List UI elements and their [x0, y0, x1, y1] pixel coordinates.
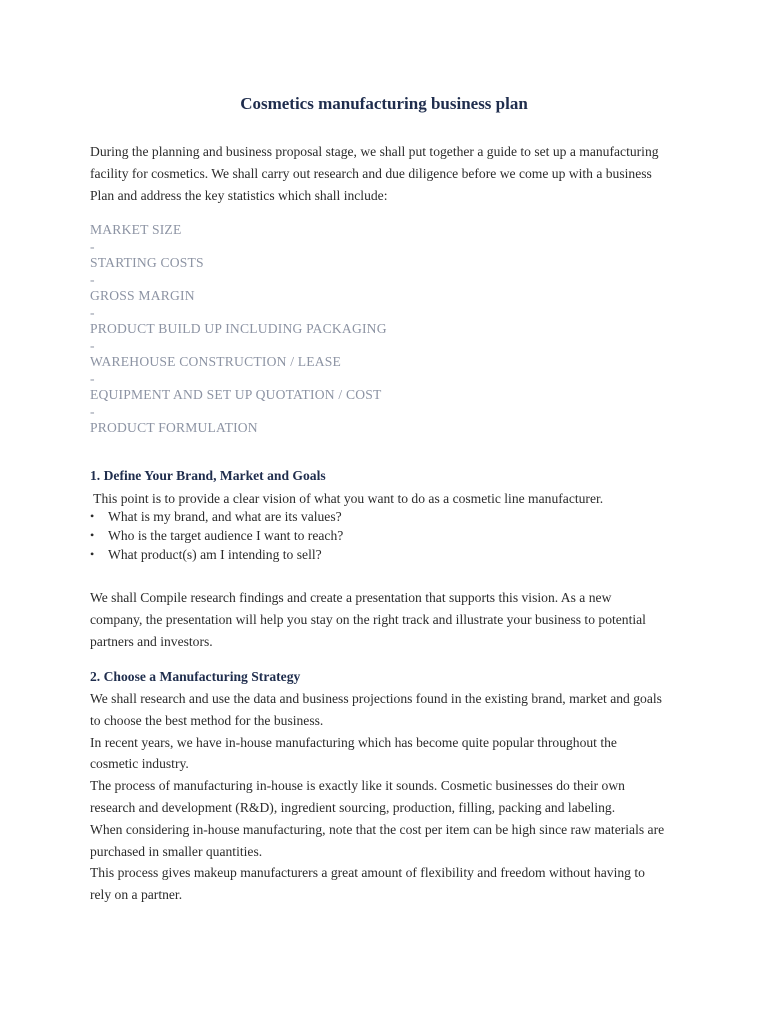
intro-line: During the planning and business proposal stage, we shall put together a guide to set up a manufacturing	[90, 144, 659, 159]
document-title: Cosmetics manufacturing business plan	[240, 94, 528, 113]
list-item	[90, 545, 343, 564]
separator: -	[90, 305, 95, 320]
paragraph-line: In recent years, we have in-house manufacturing which has become quite popular throughout the	[90, 734, 617, 750]
section2-body	[90, 688, 690, 906]
bullet-icon: •	[90, 528, 95, 542]
paragraph-line: When considering in-house manufacturing, note that the cost per item can be high since raw materials are	[90, 821, 665, 837]
paragraph-line: company, the presentation will help you stay on the right track and illustrate your business to potential	[90, 611, 646, 627]
key-statistic-item: PRODUCT FORMULATION	[90, 420, 258, 435]
intro-line: facility for cosmetics. We shall carry out research and due diligence before we come up with a business	[90, 165, 652, 181]
paragraph-line: rely on a partner.	[90, 887, 183, 903]
paragraph-line: This process gives makeup manufacturers a great amount of flexibility and freedom without having to	[90, 865, 645, 881]
separator: -	[90, 338, 95, 353]
key-statistic-item: MARKET SIZE	[90, 222, 182, 237]
section1-heading: 1. Define Your Brand, Market and Goals	[90, 468, 326, 483]
key-statistic-item: GROSS MARGIN	[90, 288, 195, 303]
list-item	[90, 507, 343, 526]
paragraph-line: purchased in smaller quantities.	[90, 843, 263, 859]
bullet-icon: •	[90, 547, 95, 561]
bullet-text: What is my brand, and what are its values?	[108, 509, 342, 524]
intro-paragraph	[90, 141, 690, 206]
paragraph-line: The process of manufacturing in-house is exactly like it sounds. Cosmetic businesses do their own	[90, 778, 625, 794]
key-statistics-list	[90, 221, 690, 437]
key-statistic-item: WAREHOUSE CONSTRUCTION / LEASE	[90, 354, 342, 369]
section1-bullet-list	[90, 507, 343, 564]
key-statistic-item: PRODUCT BUILD UP INCLUDING PACKAGING	[90, 321, 387, 336]
bullet-text: What product(s) am I intending to sell?	[108, 547, 322, 562]
bullet-icon: •	[90, 509, 95, 523]
paragraph-line: cosmetic industry.	[90, 756, 189, 772]
paragraph-line: research and development (R&D), ingredient sourcing, production, filling, packing and labeling.	[90, 799, 616, 815]
paragraph-line: to choose the best method for the business.	[90, 712, 324, 728]
separator: -	[90, 371, 95, 386]
separator: -	[90, 404, 95, 419]
separator: -	[90, 239, 95, 254]
paragraph-line: We shall Compile research findings and create a presentation that supports this vision. As a new	[90, 590, 612, 605]
section2-heading: 2. Choose a Manufacturing Strategy	[90, 669, 301, 684]
paragraph-line: partners and investors.	[90, 633, 213, 649]
list-item	[90, 526, 343, 545]
key-statistic-item: EQUIPMENT AND SET UP QUOTATION / COST	[90, 387, 382, 402]
key-statistic-item: STARTING COSTS	[90, 255, 204, 270]
separator: -	[90, 272, 95, 287]
bullet-text: Who is the target audience I want to reach?	[108, 528, 344, 543]
section1-intro: This point is to provide a clear vision of what you want to do as a cosmetic line manufacturer.	[90, 491, 604, 506]
intro-line: Plan and address the key statistics which shall include:	[90, 187, 388, 203]
section1-closing-paragraph	[90, 587, 690, 652]
paragraph-line: We shall research and use the data and business projections found in the existing brand, market and goals	[90, 691, 662, 706]
